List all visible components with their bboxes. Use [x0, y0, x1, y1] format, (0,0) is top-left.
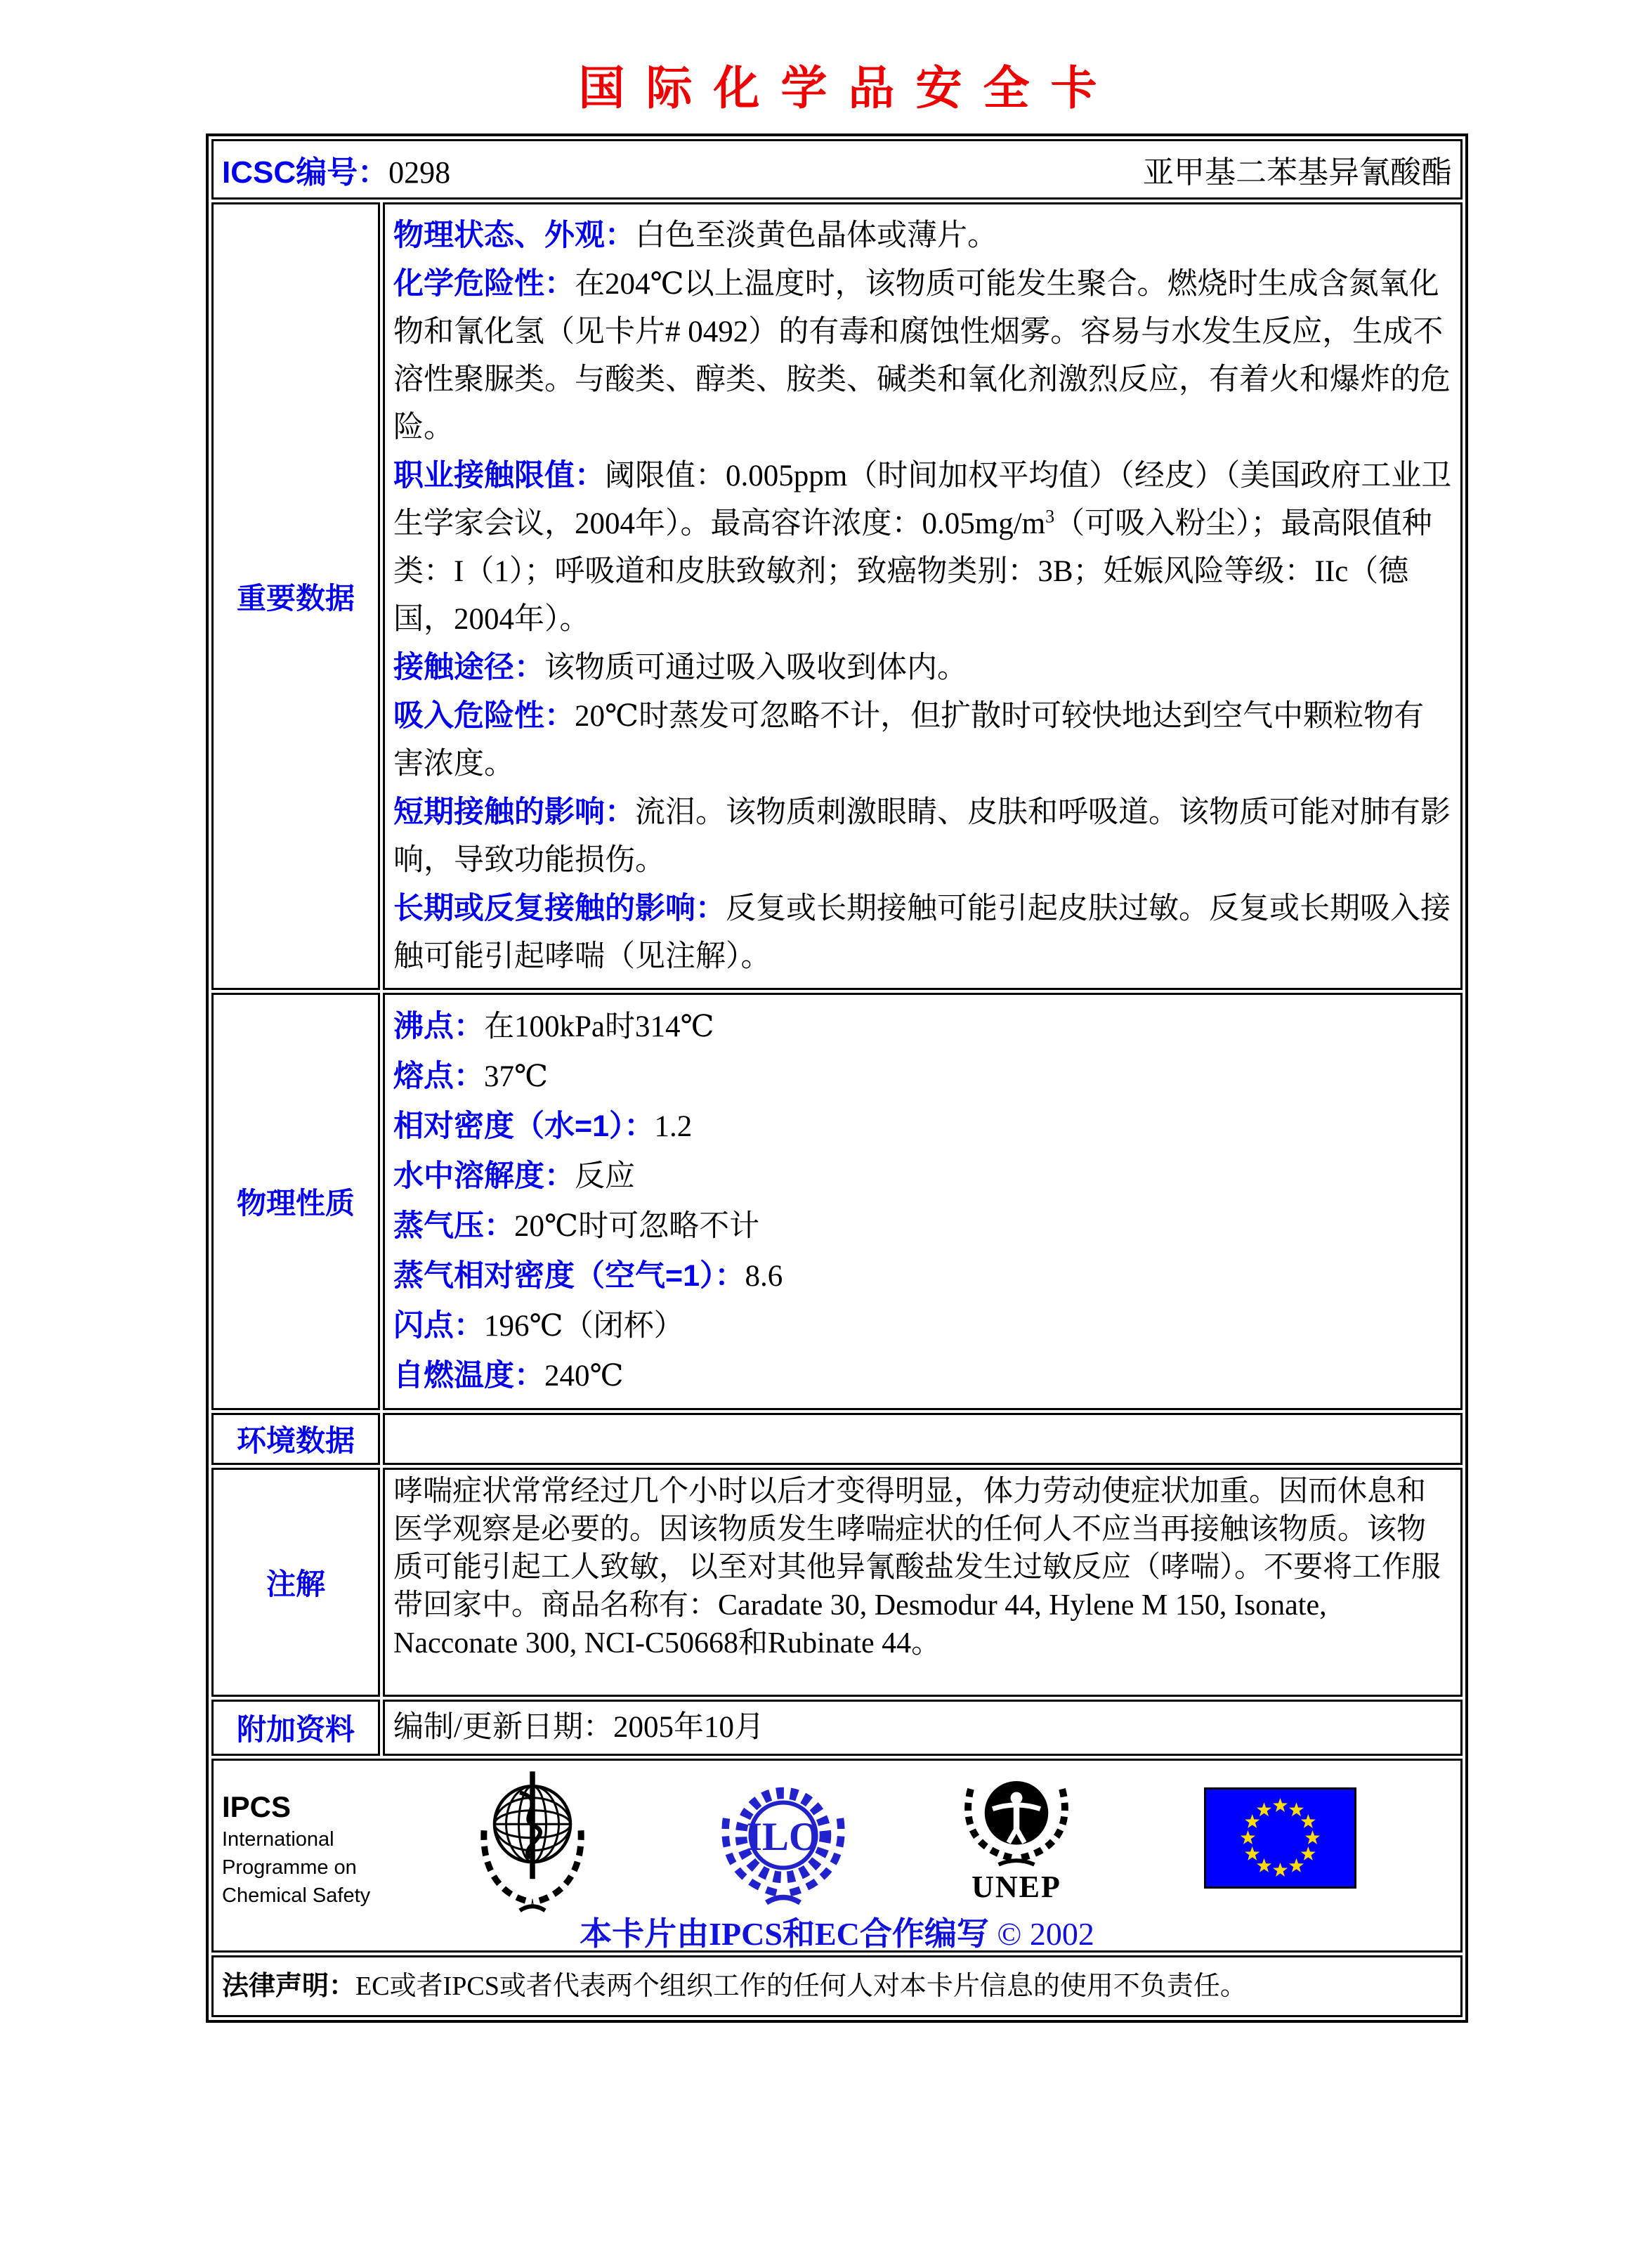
inhalation-risk-item: 吸入危险性：20℃时蒸发可忽略不计，但扩散时可较快地达到空气中颗粒物有害浓度。 [393, 699, 1425, 781]
icsc-header [222, 147, 1452, 192]
vapour-density-item: 蒸气相对密度（空气=1）：8.6 [393, 1259, 783, 1293]
notes-content: 哮喘症状常常经过几个小时以后才变得明显，体力劳动使症状加重。因而休息和医学观察是必要的。因该物质发生哮喘症状的任何人不应当再接触该物质。该物质可能引起工人致敏，以至对其他异氰酸盐发生过敏反应（哮喘）。不要将工作服带回家中。商品名称有：Caradate 30, Desmodur 44, Hylene M 150, Isonate, Nacconate 300, NCI-C50668和Rubinate 44。 [393, 1475, 1441, 1660]
occupational-exposure-limits-item: 职业接触限值：阈限值：0.005ppm（时间加权平均值）（经皮）（美国政府工业卫生学家会议，2004年）。最高容许浓度：$0.05mg/m^3$（可吸入粉尘）；最高限值种类：I（1）；呼吸道和皮肤致敏剂；致癌物类别：3B；妊娠风险等级：IIc（德国，2004年）。 [393, 459, 1452, 636]
environmental-data-content [383, 1413, 1463, 1465]
physical-properties-row-label: 物理性质 [211, 993, 380, 1410]
boiling-point-item: 沸点：在100kPa时314℃ [393, 1010, 714, 1043]
vapour-pressure-item: 蒸气压：20℃时可忽略不计 [393, 1209, 760, 1243]
credit-year: © 2002 [997, 1916, 1094, 1952]
physical-properties-content [393, 998, 1452, 1405]
chemical-dangers-item: 化学危险性：在204℃以上温度时，该物质可能发生聚合。燃烧时生成含氮氧化物和氰化氢（见卡片# 0492）的有毒和腐蚀性烟雾。容易与水发生反应，生成不溶性聚脲类。与酸类、醇类、胺类、碱类和氧化剂激烈反应，有着火和爆炸的危险。 [393, 267, 1451, 444]
row-important-data [211, 202, 1463, 990]
icsc-number-group [222, 147, 450, 192]
superscript-3: 3 [1045, 506, 1055, 527]
who-logo-icon [469, 1769, 596, 1918]
autoignition-temperature-item: 自燃温度：240℃ [393, 1359, 624, 1393]
ipcs-acronym: IPCS [222, 1790, 292, 1823]
additional-info-content: 编制/更新日期：2005年10月 [383, 1700, 1463, 1756]
important-data-row-label: 重要数据 [211, 202, 380, 990]
eu-flag-icon [1204, 1787, 1356, 1889]
icsc-number-value: 0298 [388, 155, 451, 190]
row-icsc-header [211, 139, 1463, 200]
ipcs-text-block: IPCS International Programme on Chemical Safety [222, 1790, 371, 1907]
legal-notice-label: 法律声明： [222, 1972, 356, 2001]
logos-row [222, 1764, 1452, 1952]
page-title: 国际化学品安全卡 [578, 63, 1118, 115]
routes-of-exposure-item: 接触途径：该物质可通过吸入吸收到体内。 [393, 651, 967, 684]
melting-point-item: 熔点：37℃ [393, 1060, 549, 1093]
water-solubility-item: 水中溶解度：反应 [393, 1159, 635, 1193]
row-additional-info [211, 1700, 1463, 1756]
row-notes [211, 1468, 1463, 1697]
environmental-data-row-label: 环境数据 [211, 1413, 380, 1465]
credit-text: 本卡片由IPCS和EC合作编写 [580, 1916, 989, 1952]
row-legal-notice [211, 1955, 1463, 2017]
row-environmental-data [211, 1413, 1463, 1465]
notes-row-label: 注解 [211, 1468, 380, 1697]
relative-density-item: 相对密度（水=1）：1.2 [393, 1109, 693, 1143]
additional-info-row-label: 附加资料 [211, 1700, 380, 1756]
important-data-content [393, 207, 1452, 985]
icsc-card-table [206, 133, 1468, 2023]
row-logos [211, 1759, 1463, 1953]
substance-name: 亚甲基二苯基异氰酸酯 [1143, 155, 1452, 190]
physical-state-item: 物理状态、外观：白色至淡黄色晶体或薄片。 [393, 219, 997, 252]
flash-point-item: 闪点：196℃（闭杯） [393, 1309, 684, 1343]
icsc-number-label: ICSC编号： [222, 155, 389, 190]
unep-logo-block [957, 1769, 1076, 1903]
ilo-logo-icon [714, 1776, 853, 1907]
credit-line [222, 1908, 1452, 1955]
unep-label: UNEP [971, 1870, 1061, 1904]
unep-logo-icon [957, 1769, 1076, 1868]
short-term-effects-item: 短期接触的影响：流泪。该物质刺激眼睛、皮肤和呼吸道。该物质可能对肺有影响，导致功能损伤。 [393, 795, 1451, 877]
legal-notice-text: EC或者IPCS或者代表两个组织工作的任何人对本卡片信息的使用不负责任。 [355, 1972, 1247, 2001]
row-physical-properties [211, 993, 1463, 1410]
svg-text:ILO: ILO [746, 1815, 820, 1859]
long-term-effects-item: 长期或反复接触的影响：反复或长期接触可能引起皮肤过敏。反复或长期吸入接触可能引起哮喘（见注解）。 [393, 892, 1451, 973]
